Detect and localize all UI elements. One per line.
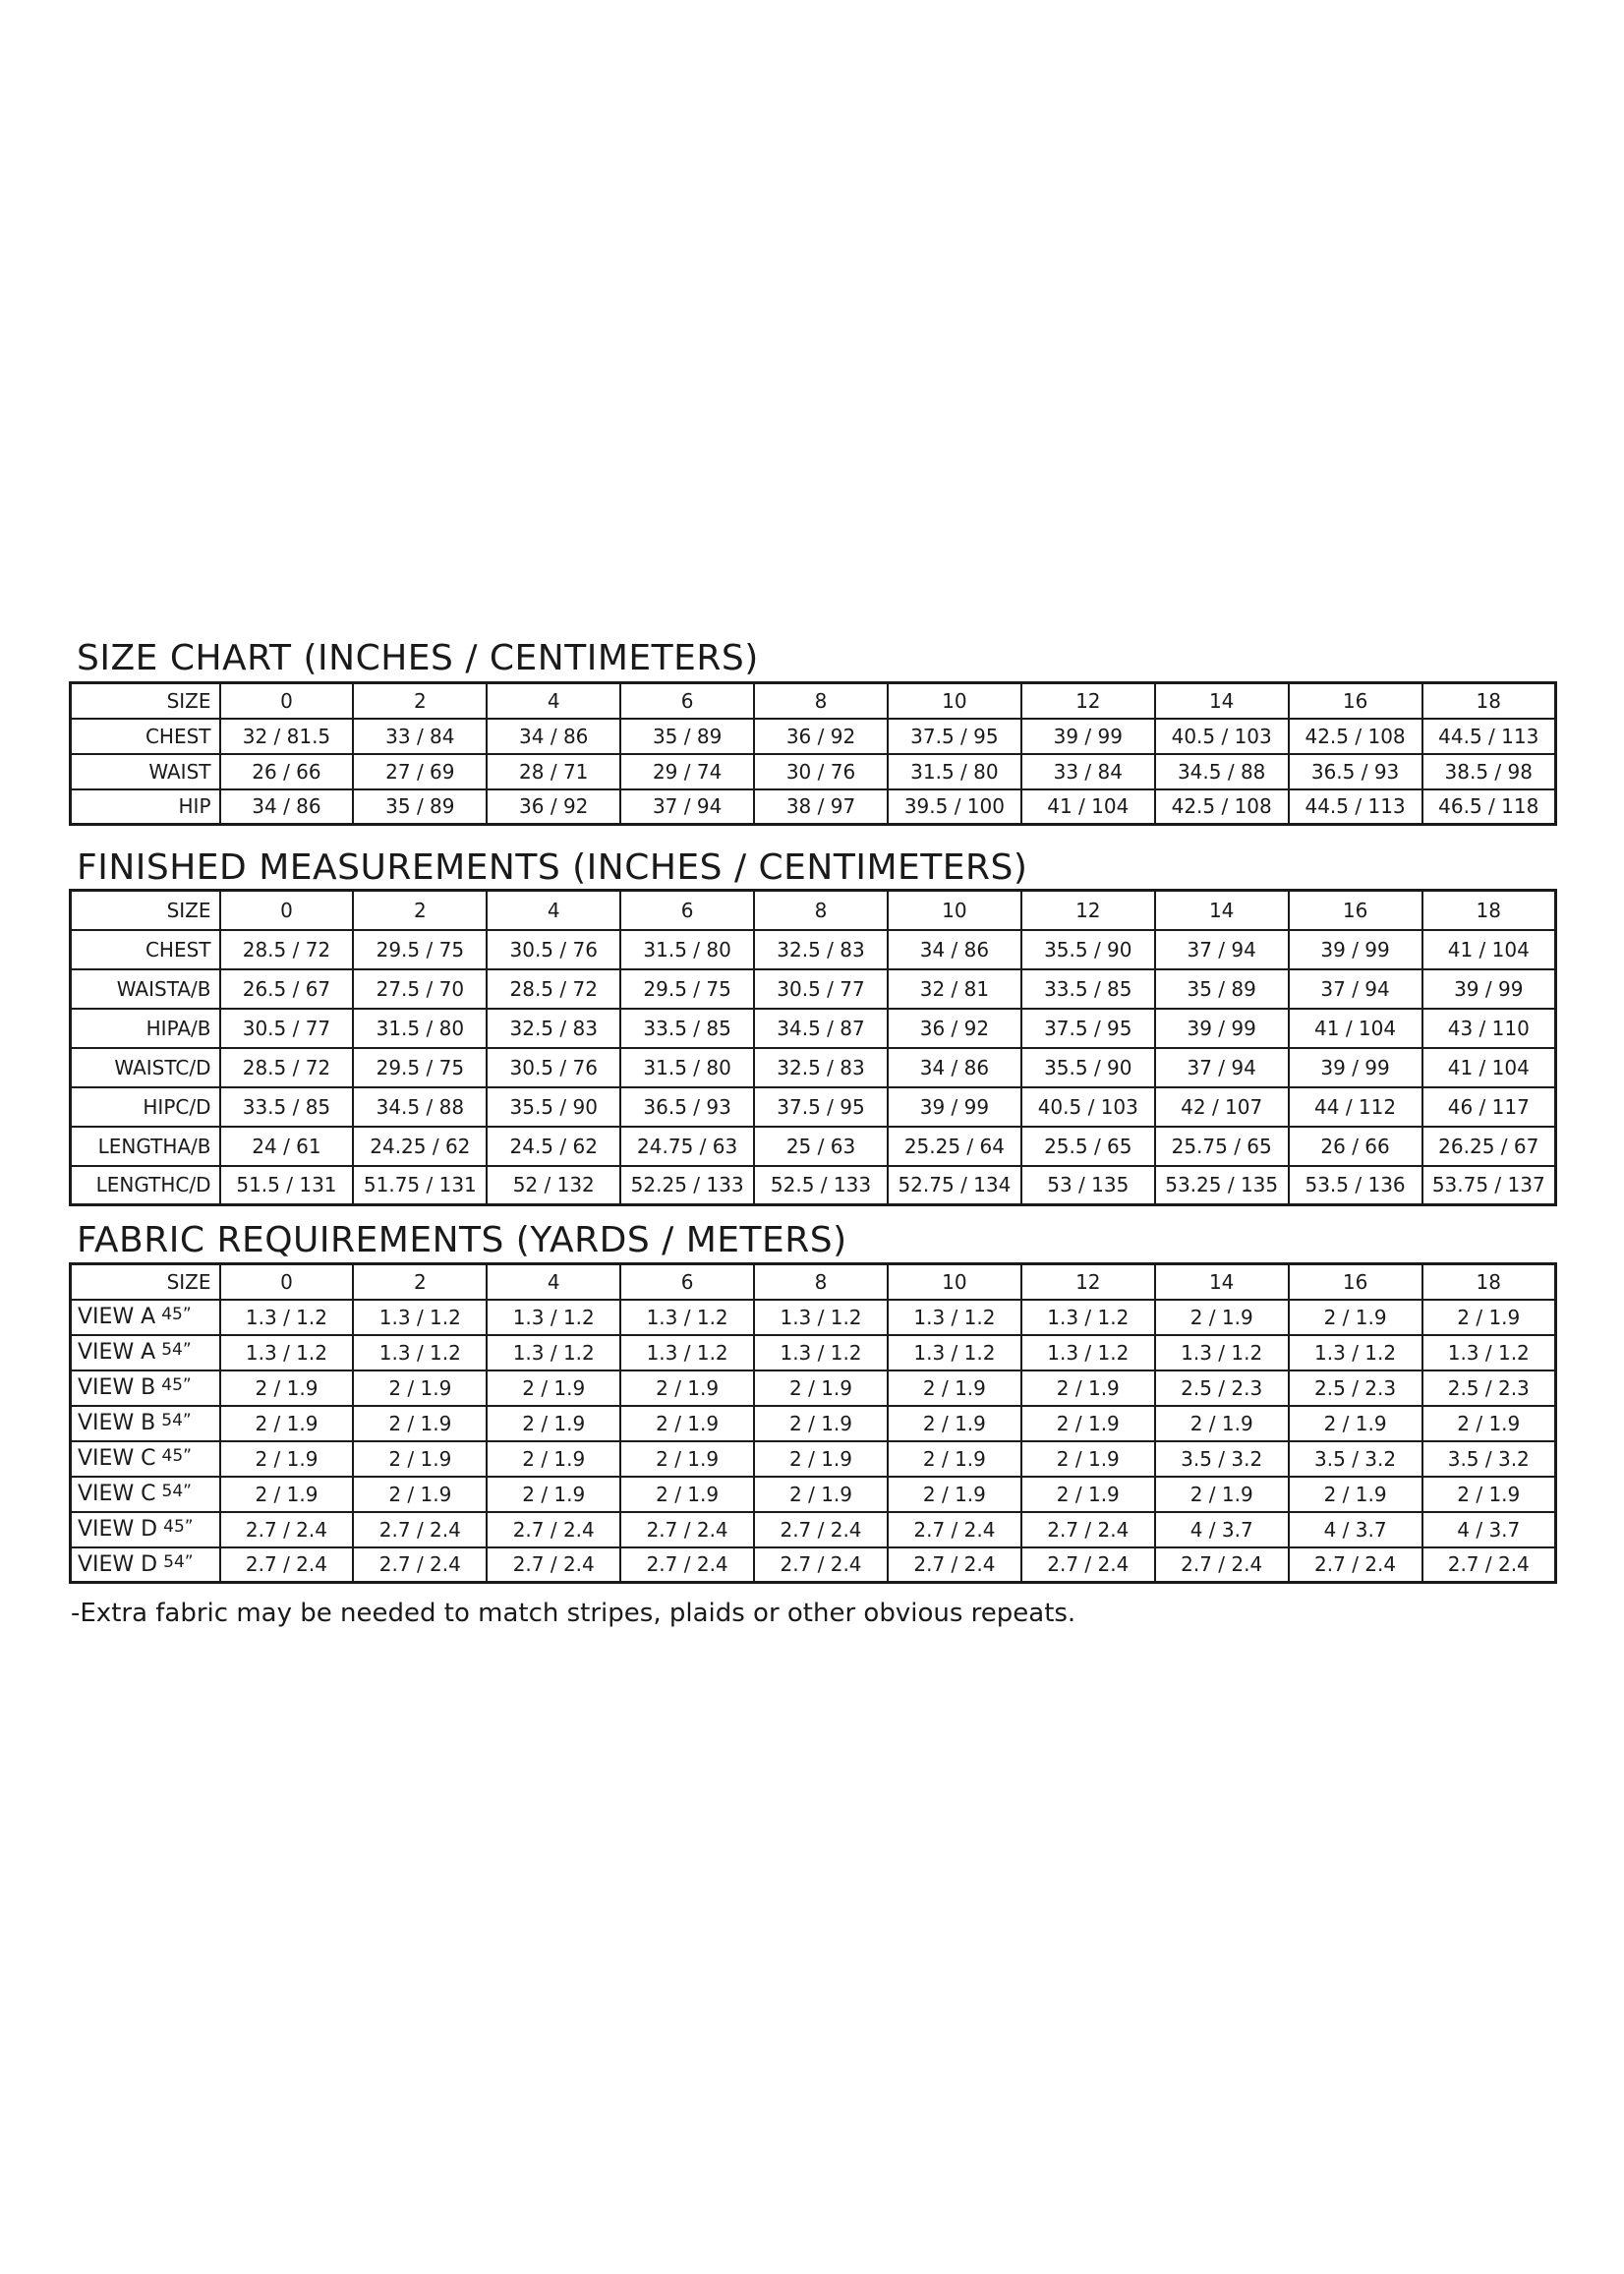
table-cell: 28 / 71 — [487, 754, 620, 789]
table-cell: 28.5 / 72 — [487, 969, 620, 1009]
table-cell: 29.5 / 75 — [353, 1048, 487, 1087]
fabric-width-label: 45” — [161, 1446, 192, 1466]
table-row — [71, 789, 1556, 825]
table-cell: 42.5 / 108 — [1155, 789, 1289, 825]
table-cell: 39 / 99 — [888, 1087, 1021, 1127]
view-name-label: VIEW D — [78, 1517, 158, 1542]
size-header-cell: 2 — [353, 891, 487, 930]
table-cell: 34.5 / 88 — [1155, 754, 1289, 789]
row-label: LENGTHA/B — [71, 1127, 220, 1166]
table-cell: 3.5 / 3.2 — [1422, 1441, 1556, 1477]
size-chart-body — [71, 683, 1556, 825]
size-header-cell: 2 — [353, 1264, 487, 1300]
table-cell: 2.5 / 2.3 — [1289, 1370, 1422, 1406]
table-cell: 2 / 1.9 — [1422, 1300, 1556, 1335]
fabric-width-label: 54” — [161, 1340, 192, 1360]
table-cell: 37 / 94 — [1155, 1048, 1289, 1087]
size-header-cell: 8 — [754, 1264, 888, 1300]
table-cell: 2.7 / 2.4 — [620, 1512, 754, 1547]
table-cell: 30.5 / 76 — [487, 1048, 620, 1087]
table-cell: 2.7 / 2.4 — [1289, 1547, 1422, 1583]
table-cell: 30.5 / 76 — [487, 930, 620, 969]
table-row — [71, 930, 1556, 969]
size-header-cell: 10 — [888, 1264, 1021, 1300]
view-name-label: VIEW D — [78, 1551, 158, 1577]
size-header-cell: 4 — [487, 891, 620, 930]
table-cell: 33.5 / 85 — [220, 1087, 354, 1127]
table-cell: 1.3 / 1.2 — [620, 1335, 754, 1370]
table-cell: 2 / 1.9 — [353, 1477, 487, 1512]
table-cell: 32.5 / 83 — [754, 1048, 888, 1087]
table-cell: 24.25 / 62 — [353, 1127, 487, 1166]
table-cell: 2.5 / 2.3 — [1422, 1370, 1556, 1406]
size-header-cell: 0 — [220, 891, 354, 930]
table-cell: 2 / 1.9 — [888, 1370, 1021, 1406]
table-cell: 1.3 / 1.2 — [220, 1300, 354, 1335]
table-cell: 25.25 / 64 — [888, 1127, 1021, 1166]
table-row — [71, 719, 1556, 754]
table-cell: 2 / 1.9 — [487, 1441, 620, 1477]
table-cell: 53.25 / 135 — [1155, 1166, 1289, 1205]
size-header-cell: 0 — [220, 683, 354, 719]
table-cell: 2 / 1.9 — [1021, 1441, 1155, 1477]
table-cell: 30.5 / 77 — [754, 969, 888, 1009]
size-header-cell: 16 — [1289, 683, 1422, 719]
fabric-requirements-body — [71, 1264, 1556, 1583]
table-cell: 38.5 / 98 — [1422, 754, 1556, 789]
table-cell: 44.5 / 113 — [1422, 719, 1556, 754]
size-header-cell: 12 — [1021, 891, 1155, 930]
size-header-cell: 6 — [620, 891, 754, 930]
size-header-cell: 10 — [888, 683, 1021, 719]
table-cell: 34 / 86 — [888, 930, 1021, 969]
row-label: HIP — [71, 789, 220, 825]
table-row — [71, 1048, 1556, 1087]
table-cell: 2 / 1.9 — [1289, 1406, 1422, 1441]
fabric-note: -Extra fabric may be needed to match stripes, plaids or other obvious repeats. — [71, 1599, 1076, 1628]
table-cell: 2 / 1.9 — [1155, 1477, 1289, 1512]
row-label — [71, 1335, 220, 1370]
fabric-width-label: 45” — [161, 1375, 192, 1395]
size-header-cell: 4 — [487, 1264, 620, 1300]
row-label: WAISTA/B — [71, 969, 220, 1009]
table-row — [71, 1512, 1556, 1547]
table-cell: 1.3 / 1.2 — [888, 1300, 1021, 1335]
table-cell: 2.7 / 2.4 — [888, 1512, 1021, 1547]
table-cell: 25 / 63 — [754, 1127, 888, 1166]
fabric-width-label: 45” — [163, 1517, 194, 1537]
table-cell: 39 / 99 — [1021, 719, 1155, 754]
table-cell: 2.7 / 2.4 — [1021, 1547, 1155, 1583]
table-cell: 42.5 / 108 — [1289, 719, 1422, 754]
table-cell: 42 / 107 — [1155, 1087, 1289, 1127]
table-cell: 35.5 / 90 — [487, 1087, 620, 1127]
row-label — [71, 1300, 220, 1335]
table-cell: 34 / 86 — [487, 719, 620, 754]
table-cell: 32.5 / 83 — [754, 930, 888, 969]
table-row — [71, 969, 1556, 1009]
view-name-label: VIEW B — [78, 1375, 156, 1400]
row-label — [71, 1441, 220, 1477]
table-cell: 26.25 / 67 — [1422, 1127, 1556, 1166]
size-header-cell: 16 — [1289, 1264, 1422, 1300]
table-cell: 25.75 / 65 — [1155, 1127, 1289, 1166]
table-cell: 35 / 89 — [620, 719, 754, 754]
finished-measurements-table — [69, 889, 1557, 1206]
size-header-cell: 2 — [353, 683, 487, 719]
table-cell: 37.5 / 95 — [754, 1087, 888, 1127]
table-cell: 24.75 / 63 — [620, 1127, 754, 1166]
table-cell: 2.7 / 2.4 — [220, 1512, 354, 1547]
table-cell: 2 / 1.9 — [487, 1370, 620, 1406]
table-cell: 1.3 / 1.2 — [220, 1335, 354, 1370]
table-cell: 40.5 / 103 — [1155, 719, 1289, 754]
table-cell: 52 / 132 — [487, 1166, 620, 1205]
table-cell: 33.5 / 85 — [620, 1009, 754, 1048]
table-cell: 2.7 / 2.4 — [754, 1547, 888, 1583]
table-cell: 37.5 / 95 — [1021, 1009, 1155, 1048]
table-cell: 39 / 99 — [1289, 1048, 1422, 1087]
table-cell: 51.5 / 131 — [220, 1166, 354, 1205]
size-header-cell: 18 — [1422, 683, 1556, 719]
table-cell: 35.5 / 90 — [1021, 1048, 1155, 1087]
table-cell: 46.5 / 118 — [1422, 789, 1556, 825]
table-cell: 26 / 66 — [1289, 1127, 1422, 1166]
table-cell: 2 / 1.9 — [620, 1406, 754, 1441]
size-chart-title: SIZE CHART (INCHES / CENTIMETERS) — [77, 638, 759, 678]
table-cell: 41 / 104 — [1021, 789, 1155, 825]
table-cell: 34.5 / 87 — [754, 1009, 888, 1048]
table-cell: 1.3 / 1.2 — [1021, 1300, 1155, 1335]
table-row — [71, 1441, 1556, 1477]
size-chart-table — [69, 681, 1557, 826]
table-cell: 29.5 / 75 — [353, 930, 487, 969]
fabric-requirements-table — [69, 1262, 1557, 1584]
table-cell: 1.3 / 1.2 — [754, 1335, 888, 1370]
table-cell: 1.3 / 1.2 — [754, 1300, 888, 1335]
table-cell: 30.5 / 77 — [220, 1009, 354, 1048]
table-cell: 37 / 94 — [1155, 930, 1289, 969]
table-cell: 53.5 / 136 — [1289, 1166, 1422, 1205]
table-cell: 2.7 / 2.4 — [487, 1512, 620, 1547]
table-cell: 3.5 / 3.2 — [1155, 1441, 1289, 1477]
table-cell: 2.7 / 2.4 — [888, 1547, 1021, 1583]
size-header-cell: 18 — [1422, 891, 1556, 930]
table-cell: 41 / 104 — [1289, 1009, 1422, 1048]
table-cell: 29 / 74 — [620, 754, 754, 789]
table-cell: 2.7 / 2.4 — [487, 1547, 620, 1583]
table-cell: 2 / 1.9 — [620, 1441, 754, 1477]
size-header-row — [71, 891, 1556, 930]
table-cell: 53.75 / 137 — [1422, 1166, 1556, 1205]
table-cell: 4 / 3.7 — [1155, 1512, 1289, 1547]
fabric-width-label: 54” — [163, 1551, 194, 1572]
row-label: WAISTC/D — [71, 1048, 220, 1087]
table-cell: 2 / 1.9 — [487, 1406, 620, 1441]
table-cell: 31.5 / 80 — [620, 1048, 754, 1087]
table-cell: 2.7 / 2.4 — [1155, 1547, 1289, 1583]
table-cell: 2.7 / 2.4 — [1422, 1547, 1556, 1583]
table-cell: 33 / 84 — [1021, 754, 1155, 789]
view-name-label: VIEW C — [78, 1446, 156, 1471]
table-cell: 2 / 1.9 — [754, 1370, 888, 1406]
table-cell: 51.75 / 131 — [353, 1166, 487, 1205]
table-cell: 2 / 1.9 — [353, 1370, 487, 1406]
table-cell: 34 / 86 — [220, 789, 354, 825]
table-cell: 1.3 / 1.2 — [1289, 1335, 1422, 1370]
table-cell: 46 / 117 — [1422, 1087, 1556, 1127]
table-cell: 26 / 66 — [220, 754, 354, 789]
table-cell: 2 / 1.9 — [220, 1441, 354, 1477]
table-cell: 2 / 1.9 — [220, 1370, 354, 1406]
row-label: CHEST — [71, 719, 220, 754]
table-cell: 2 / 1.9 — [888, 1406, 1021, 1441]
size-header-cell: 4 — [487, 683, 620, 719]
view-name-label: VIEW C — [78, 1482, 156, 1506]
table-cell: 2 / 1.9 — [1021, 1406, 1155, 1441]
row-label: HIPA/B — [71, 1009, 220, 1048]
view-name-label: VIEW B — [78, 1411, 156, 1435]
row-label — [71, 1512, 220, 1547]
table-row — [71, 1335, 1556, 1370]
table-cell: 29.5 / 75 — [620, 969, 754, 1009]
table-cell: 33.5 / 85 — [1021, 969, 1155, 1009]
table-cell: 36 / 92 — [754, 719, 888, 754]
table-cell: 38 / 97 — [754, 789, 888, 825]
table-cell: 2 / 1.9 — [754, 1477, 888, 1512]
table-cell: 2.7 / 2.4 — [353, 1547, 487, 1583]
table-cell: 1.3 / 1.2 — [353, 1300, 487, 1335]
table-cell: 33 / 84 — [353, 719, 487, 754]
size-header-cell: 6 — [620, 683, 754, 719]
table-cell: 31.5 / 80 — [620, 930, 754, 969]
fabric-width-label: 54” — [161, 1411, 192, 1430]
size-header-label: SIZE — [71, 891, 220, 930]
table-cell: 36 / 92 — [487, 789, 620, 825]
view-name-label: VIEW A — [78, 1305, 156, 1329]
table-row — [71, 1406, 1556, 1441]
table-cell: 43 / 110 — [1422, 1009, 1556, 1048]
fabric-requirements-title: FABRIC REQUIREMENTS (YARDS / METERS) — [77, 1220, 847, 1260]
table-cell: 2 / 1.9 — [1422, 1477, 1556, 1512]
table-cell: 1.3 / 1.2 — [1155, 1335, 1289, 1370]
table-cell: 2 / 1.9 — [1422, 1406, 1556, 1441]
size-header-cell: 12 — [1021, 1264, 1155, 1300]
table-cell: 26.5 / 67 — [220, 969, 354, 1009]
table-row — [71, 1127, 1556, 1166]
table-cell: 32 / 81 — [888, 969, 1021, 1009]
table-cell: 27 / 69 — [353, 754, 487, 789]
table-cell: 37 / 94 — [620, 789, 754, 825]
table-cell: 40.5 / 103 — [1021, 1087, 1155, 1127]
table-cell: 2 / 1.9 — [1155, 1406, 1289, 1441]
table-cell: 30 / 76 — [754, 754, 888, 789]
table-cell: 37.5 / 95 — [888, 719, 1021, 754]
size-header-cell: 14 — [1155, 891, 1289, 930]
size-header-cell: 16 — [1289, 891, 1422, 930]
table-cell: 2 / 1.9 — [1021, 1370, 1155, 1406]
table-cell: 4 / 3.7 — [1289, 1512, 1422, 1547]
table-cell: 37 / 94 — [1289, 969, 1422, 1009]
table-cell: 28.5 / 72 — [220, 1048, 354, 1087]
size-header-label: SIZE — [71, 683, 220, 719]
table-cell: 1.3 / 1.2 — [487, 1300, 620, 1335]
table-cell: 2.5 / 2.3 — [1155, 1370, 1289, 1406]
table-cell: 4 / 3.7 — [1422, 1512, 1556, 1547]
table-cell: 2 / 1.9 — [754, 1441, 888, 1477]
table-cell: 2 / 1.9 — [220, 1477, 354, 1512]
table-cell: 2 / 1.9 — [1155, 1300, 1289, 1335]
fabric-width-label: 45” — [161, 1305, 192, 1324]
table-cell: 2 / 1.9 — [353, 1406, 487, 1441]
table-cell: 36.5 / 93 — [1289, 754, 1422, 789]
table-cell: 44.5 / 113 — [1289, 789, 1422, 825]
table-cell: 2.7 / 2.4 — [1021, 1512, 1155, 1547]
table-cell: 52.25 / 133 — [620, 1166, 754, 1205]
table-cell: 39 / 99 — [1422, 969, 1556, 1009]
size-header-label: SIZE — [71, 1264, 220, 1300]
table-cell: 39 / 99 — [1155, 1009, 1289, 1048]
table-cell: 35.5 / 90 — [1021, 930, 1155, 969]
finished-measurements-title: FINISHED MEASUREMENTS (INCHES / CENTIMETERS) — [77, 847, 1028, 888]
table-cell: 2 / 1.9 — [1289, 1300, 1422, 1335]
size-header-cell: 8 — [754, 683, 888, 719]
size-header-cell: 14 — [1155, 683, 1289, 719]
table-cell: 3.5 / 3.2 — [1289, 1441, 1422, 1477]
table-cell: 2 / 1.9 — [353, 1441, 487, 1477]
size-header-cell: 18 — [1422, 1264, 1556, 1300]
size-header-row — [71, 1264, 1556, 1300]
table-row — [71, 1477, 1556, 1512]
table-cell: 39.5 / 100 — [888, 789, 1021, 825]
size-header-cell: 8 — [754, 891, 888, 930]
finished-measurements-body — [71, 891, 1556, 1205]
size-header-cell: 14 — [1155, 1264, 1289, 1300]
table-cell: 2 / 1.9 — [754, 1406, 888, 1441]
table-cell: 2.7 / 2.4 — [620, 1547, 754, 1583]
row-label: WAIST — [71, 754, 220, 789]
table-row — [71, 1547, 1556, 1583]
table-row — [71, 1166, 1556, 1205]
table-row — [71, 754, 1556, 789]
row-label — [71, 1477, 220, 1512]
table-cell: 32.5 / 83 — [487, 1009, 620, 1048]
table-cell: 25.5 / 65 — [1021, 1127, 1155, 1166]
table-cell: 2.7 / 2.4 — [353, 1512, 487, 1547]
table-cell: 2.7 / 2.4 — [754, 1512, 888, 1547]
table-cell: 1.3 / 1.2 — [620, 1300, 754, 1335]
size-header-cell: 12 — [1021, 683, 1155, 719]
table-cell: 41 / 104 — [1422, 1048, 1556, 1087]
table-cell: 32 / 81.5 — [220, 719, 354, 754]
row-label: HIPC/D — [71, 1087, 220, 1127]
table-cell: 2 / 1.9 — [487, 1477, 620, 1512]
table-cell: 34.5 / 88 — [353, 1087, 487, 1127]
table-cell: 2 / 1.9 — [620, 1370, 754, 1406]
table-cell: 35 / 89 — [1155, 969, 1289, 1009]
size-header-cell: 6 — [620, 1264, 754, 1300]
table-cell: 27.5 / 70 — [353, 969, 487, 1009]
table-cell: 2 / 1.9 — [888, 1441, 1021, 1477]
table-cell: 24.5 / 62 — [487, 1127, 620, 1166]
table-cell: 2.7 / 2.4 — [220, 1547, 354, 1583]
table-cell: 2 / 1.9 — [1021, 1477, 1155, 1512]
table-cell: 2 / 1.9 — [888, 1477, 1021, 1512]
table-row — [71, 1300, 1556, 1335]
table-cell: 36 / 92 — [888, 1009, 1021, 1048]
table-cell: 34 / 86 — [888, 1048, 1021, 1087]
row-label — [71, 1547, 220, 1583]
table-cell: 2 / 1.9 — [620, 1477, 754, 1512]
table-cell: 31.5 / 80 — [353, 1009, 487, 1048]
size-header-cell: 0 — [220, 1264, 354, 1300]
table-cell: 2 / 1.9 — [220, 1406, 354, 1441]
table-cell: 2 / 1.9 — [1289, 1477, 1422, 1512]
table-cell: 53 / 135 — [1021, 1166, 1155, 1205]
table-cell: 36.5 / 93 — [620, 1087, 754, 1127]
table-cell: 52.5 / 133 — [754, 1166, 888, 1205]
table-cell: 52.75 / 134 — [888, 1166, 1021, 1205]
table-cell: 1.3 / 1.2 — [353, 1335, 487, 1370]
table-row — [71, 1370, 1556, 1406]
view-name-label: VIEW A — [78, 1340, 156, 1365]
row-label: LENGTHC/D — [71, 1166, 220, 1205]
table-row — [71, 1087, 1556, 1127]
table-cell: 31.5 / 80 — [888, 754, 1021, 789]
table-cell: 1.3 / 1.2 — [487, 1335, 620, 1370]
size-header-row — [71, 683, 1556, 719]
table-cell: 24 / 61 — [220, 1127, 354, 1166]
table-cell: 1.3 / 1.2 — [1021, 1335, 1155, 1370]
table-cell: 35 / 89 — [353, 789, 487, 825]
fabric-width-label: 54” — [161, 1482, 192, 1501]
table-cell: 39 / 99 — [1289, 930, 1422, 969]
table-cell: 1.3 / 1.2 — [888, 1335, 1021, 1370]
row-label — [71, 1370, 220, 1406]
table-cell: 44 / 112 — [1289, 1087, 1422, 1127]
size-header-cell: 10 — [888, 891, 1021, 930]
table-cell: 1.3 / 1.2 — [1422, 1335, 1556, 1370]
table-cell: 41 / 104 — [1422, 930, 1556, 969]
table-row — [71, 1009, 1556, 1048]
row-label: CHEST — [71, 930, 220, 969]
table-cell: 28.5 / 72 — [220, 930, 354, 969]
row-label — [71, 1406, 220, 1441]
